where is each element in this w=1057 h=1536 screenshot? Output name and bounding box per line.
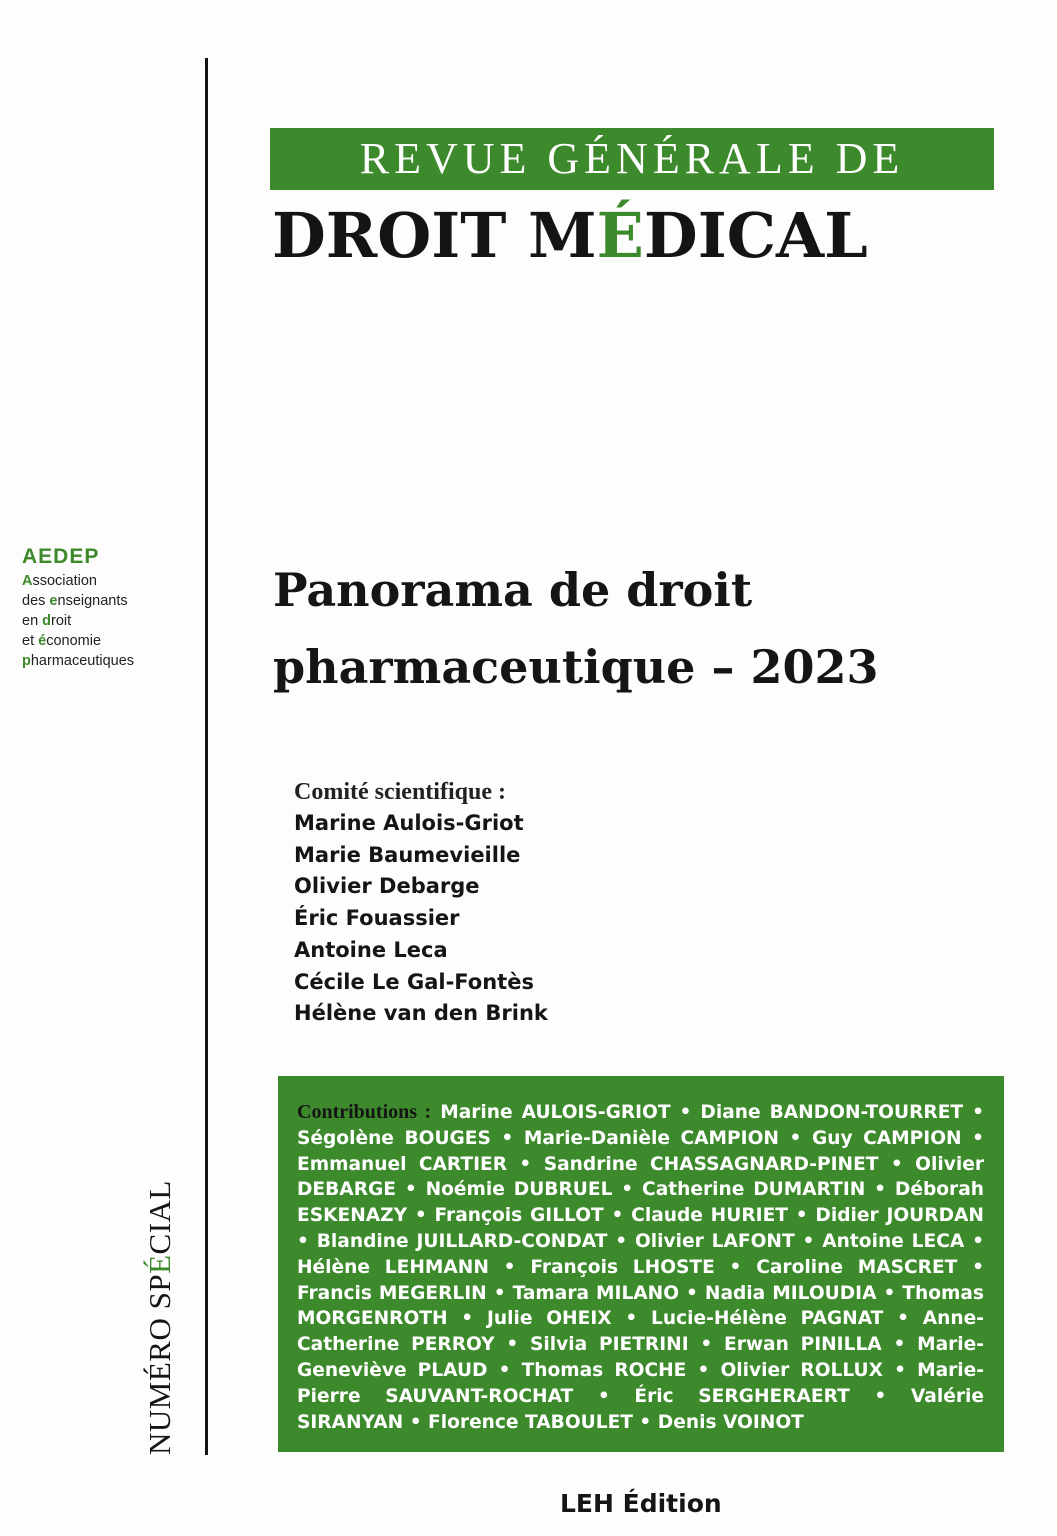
committee-heading: Comité scientifique : bbox=[294, 779, 506, 805]
vertical-divider-line bbox=[205, 58, 208, 1455]
aedep-line-5: pharmaceutiques bbox=[22, 653, 135, 669]
aedep-line-3: en droit bbox=[22, 613, 72, 629]
journal-title-main-part1: DROIT M bbox=[272, 199, 597, 272]
journal-title-main-part2: DICAL bbox=[643, 199, 868, 272]
committee-member: Hélène van den Brink bbox=[294, 1001, 548, 1026]
issue-subtitle bbox=[273, 552, 1013, 706]
committee-member: Antoine Leca bbox=[294, 937, 448, 962]
journal-title-top: REVUE GÉNÉRALE DE bbox=[359, 134, 905, 183]
committee-member: Éric Fouassier bbox=[294, 906, 460, 931]
contributions-list: Marine AULOIS-GRIOT • Diane BANDON-TOURRET • Ségolène BOUGES • Marie-Danièle CAMPION • Guy CAMPION • Emmanuel CARTIER • Sandrine CHASSAGNARD-PINET • Olivier DEBARGE • Noémie DUBRUEL • Catherine DUMARTIN • Déborah ESKENAZY • François GILLOT • Claude HURIET • Didier JOURDAN • Blandine JUILLARD-CONDAT • Olivier LAFONT • Antoine LECA • Hélène LEHMANN • François LHOSTE • Caroline MASCRET • Francis MEGERLIN • Tamara MILANO • Nadia MILOUDIA • Thomas MORGENROTH • Julie OHEIX • Lucie-Hélène PAGNAT • Anne-Catherine PERROY • Silvia PIETRINI • Erwan PINILLA • Marie-Geneviève PLAUD • Thomas ROCHE • Olivier ROLLUX • Marie-Pierre SAUVANT-ROCHAT • Éric SERGHERAERT • Valérie SIRANYAN • Florence TABOULET • Denis VOINOT bbox=[297, 1102, 984, 1433]
publisher-name: LEH Édition bbox=[560, 1489, 722, 1518]
issue-subtitle-line-2: pharmaceutique – 2023 bbox=[273, 640, 879, 694]
special-issue-accent-letter: É bbox=[142, 1254, 177, 1274]
aedep-line-2: des enseignants bbox=[22, 593, 128, 609]
scientific-committee bbox=[294, 776, 894, 1030]
committee-member: Olivier Debarge bbox=[294, 874, 480, 899]
contributions-label: Contributions : bbox=[297, 1101, 432, 1123]
committee-member: Marine Aulois-Griot bbox=[294, 811, 524, 835]
journal-title-band bbox=[270, 128, 994, 190]
aedep-line-1: Association bbox=[22, 573, 97, 589]
issue-subtitle-line-1: Panorama de droit bbox=[273, 563, 753, 617]
aedep-line-4: et économie bbox=[22, 633, 102, 649]
committee-member: Marie Baumevieille bbox=[294, 842, 521, 867]
special-issue-label: NUMÉRO SPÉCIAL bbox=[142, 1180, 177, 1455]
committee-member: Cécile Le Gal-Fontès bbox=[294, 969, 534, 994]
aedep-acronym: AEDEP bbox=[22, 545, 100, 568]
contributions-box bbox=[278, 1076, 1004, 1452]
aedep-logo-block bbox=[22, 543, 197, 671]
journal-title-main bbox=[272, 196, 1002, 276]
journal-title-accent-letter: É bbox=[596, 199, 644, 272]
